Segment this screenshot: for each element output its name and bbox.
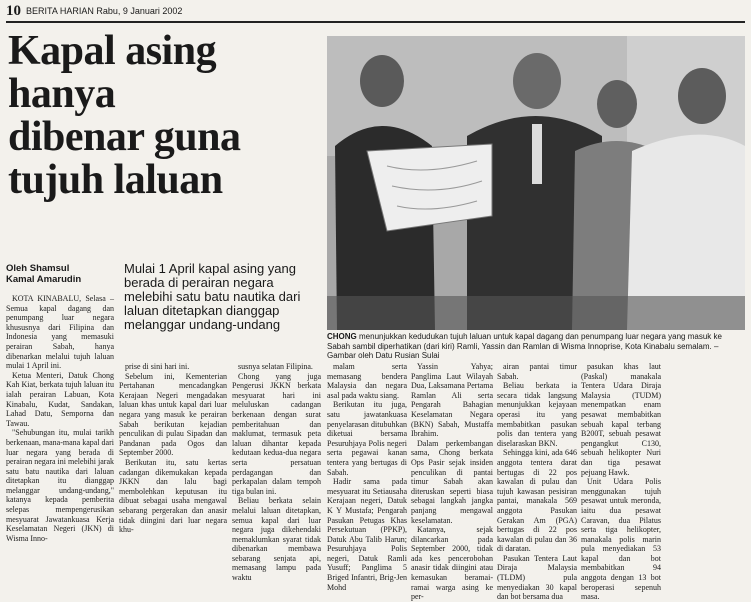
photo-caption <box>327 332 745 361</box>
paragraph: airan pantai timur Sabah. <box>497 362 577 381</box>
paragraph: Yassin Yahya; Panglima Laut Wilayah Dua, Laksamana Pertama Ramlan Ali serta Pengarah Bahagian Keselamatan Negara (BKN) Sabah, Mustaffa Ibrahim. <box>411 362 493 439</box>
paragraph: KOTA KINABALU, Selasa – Semua kapal dagang dan penumpang luar negara khususnya dari Filipina dan Indonesia yang memasuki perairan Sabah, hanya dibenarkan melalui tujuh laluan mulai 1 April ini. <box>6 294 114 371</box>
news-photo <box>327 36 745 330</box>
page-number: 10 <box>6 2 21 19</box>
caption-text: menunjukkan kedudukan tujuh laluan untuk kapal dagang dan penumpang luar negara yang masuk ke Sabah sambil diperhatikan (dari kiri) Ramli, Yassin dan Ramlan di Wisma Innoprise, Kota Kinabalu semalam. – Gambar oleh Datu Rusian Sulai <box>327 332 722 360</box>
paragraph: Berikutan itu juga, satu jawatankuasa penyelarasan ditubuhkan diketuai bersama Pesuruhjaya Polis negeri serta pegawai kanan tentera yang bertugas di Sabah. <box>327 400 407 477</box>
paragraph: Beliau berkata ia secara tidak langsung menunjukkan kejayaan operasi itu yang membabitkan pasukan polis dan tentera yang diselaraskan BKN. <box>497 381 577 448</box>
article-column-1 <box>6 294 114 543</box>
masthead-rule <box>6 21 745 23</box>
masthead-info: BERITA HARIAN Rabu, 9 Januari 2002 <box>26 6 183 16</box>
article-column-2 <box>119 362 227 540</box>
paragraph: susnya selatan Filipina. <box>238 362 313 371</box>
article-column-7 <box>581 362 661 602</box>
caption-lead: CHONG <box>327 332 357 341</box>
paragraph: pasukan khas laut (Paskal) manakala Tentera Udara Diraja Malaysia (TUDM) menempatkan enam pesawat membabitkan sebuah kapal terbang B200T, sebuah pesawat pengangkut C130, sebuah helikopter Nuri dan tiga pesawat pejuang Hawk. <box>581 362 661 477</box>
paragraph: Hadir sama pada mesyuarat itu Setiausaha Kerajaan negeri, Datuk K Y Mustafa; Pengarah Pasukan Petugas Khas Persekutuan (PPKP), Datuk Abu Talib Harun; Pesuruhjaya Polis negeri, Datuk Ramli Yusuff; Panglima 5 Briged Infantri, Brig-Jen Mohd <box>327 477 407 592</box>
byline <box>6 263 118 285</box>
article-column-3 <box>232 362 321 583</box>
byline-line: Oleh Shamsul <box>6 263 70 274</box>
headline <box>8 30 318 202</box>
headline-line: dibenar guna <box>8 114 241 160</box>
paragraph: prise di sini hari ini. <box>125 362 190 371</box>
paragraph: Chong yang juga Pengerusi JKKN berkata mesyuarat hari ini meluluskan cadangan berkenaan dengan surat pemberitahuan dan maklumat, termasuk peta laluan dihantar kepada kedutaan kedua-dua negara serta persatuan perdagangan dan perkapalan dalam tempoh tiga bulan ini. <box>232 371 321 496</box>
paragraph: Sehingga kini, ada 646 anggota tentera darat bertugas di 22 pos kawalan di pulau dan tujuh kawasan pesisiran pantai, manakala 569 anggota Pasukan Gerakan Am (PGA) bertugas di 22 pos kawalan di pulau dan 36 di daratan. <box>497 448 577 554</box>
subheadline: Mulai 1 April kapal asing yang berada di perairan negara melebihi satu batu nautika dari laluan ditetapkan dianggap melanggar undang-undang <box>124 261 301 332</box>
paragraph: Dalam perkembangan sama, Chong berkata Ops Pasir sejak insiden penculikan di pantai timur Sabah akan diteruskan seperti biasa sebagai langkah jangka panjang mengawal keselamatan. <box>411 438 493 525</box>
paragraph: Beliau berkata selain melalui laluan ditetapkan, semua kapal dari luar negara juga dikehendaki memaklumkan syarat tidak dibenarkan membawa sebarang senjata api, memasang lampu pada waktu <box>232 496 321 583</box>
paragraph: malam serta memasang bendera Malaysia dan negara asal pada waktu siang. <box>327 362 407 400</box>
headline-line: Kapal asing <box>8 28 217 74</box>
article-column-6 <box>497 362 577 602</box>
paragraph: Unit Udara Polis menggunakan tujuh pesawat untuk meronda, iaitu dua pesawat Caravan, dua Pilatus serta tiga helikopter, manakala polis marin pula menyediakan 53 kapal dan bot membabitkan 94 anggota dengan 13 bot beroperasi sepenuh masa. <box>581 477 661 602</box>
photo-illustration <box>327 36 745 330</box>
paragraph: "Sehubungan itu, mulai tarikh berkenaan, mana-mana kapal dari luar negara yang berada di perairan negara ini melebihi jarak satu batu nautika dari laluan ditetapkan itu dianggap melanggar undang-undang," katanya kepada pemberita selepas mempengerusikan mesyuarat Jawatankuasa Kerja Keselamatan Negeri (JKN) di Wisma Inno- <box>6 428 114 543</box>
headline-line: tujuh laluan <box>8 157 223 203</box>
byline-line: Kamal Amarudin <box>6 274 82 285</box>
article-column-4 <box>327 362 407 592</box>
paragraph: Katanya, sejak dilancarkan pada September 2000, tidak ada kes pencerobohan anasir tidak diingini atau kemasukan beramai-ramai warga asing ke per- <box>411 525 493 602</box>
headline-line: hanya <box>8 71 116 117</box>
paragraph: Sebelum ini, Kementerian Pertahanan mencadangkan Kerajaan Negeri mengadakan laluan khas untuk kapal dari luar negara yang masuk ke perairan Sabah berikutan kejadian penculikan di pulau Sipadan dan Pandanan pada Ogos dan September 2000. <box>119 371 227 458</box>
paragraph: Berikutan itu, satu kertas cadangan dikemukakan kepada JKKN dan lalu bagi membolehkan keputusan itu dibuat sebagai usaha mengawal sebarang pergerakan dan anasir tidak diingini dari luar negara khu- <box>119 457 227 535</box>
article-column-5 <box>411 362 493 602</box>
masthead <box>6 3 745 19</box>
paragraph: Pasukan Tentera Laut Diraja Malaysia (TLDM) pula menyediakan 30 kapal dan bot bersama dua <box>497 553 577 602</box>
paragraph: Ketua Menteri, Datuk Chong Kah Kiat, berkata tujuh laluan itu ialah perairan Labuan, Kota Kinabalu, Kudat, Sandakan, Lahad Datu, Semporna dan Tawau. <box>6 370 114 428</box>
